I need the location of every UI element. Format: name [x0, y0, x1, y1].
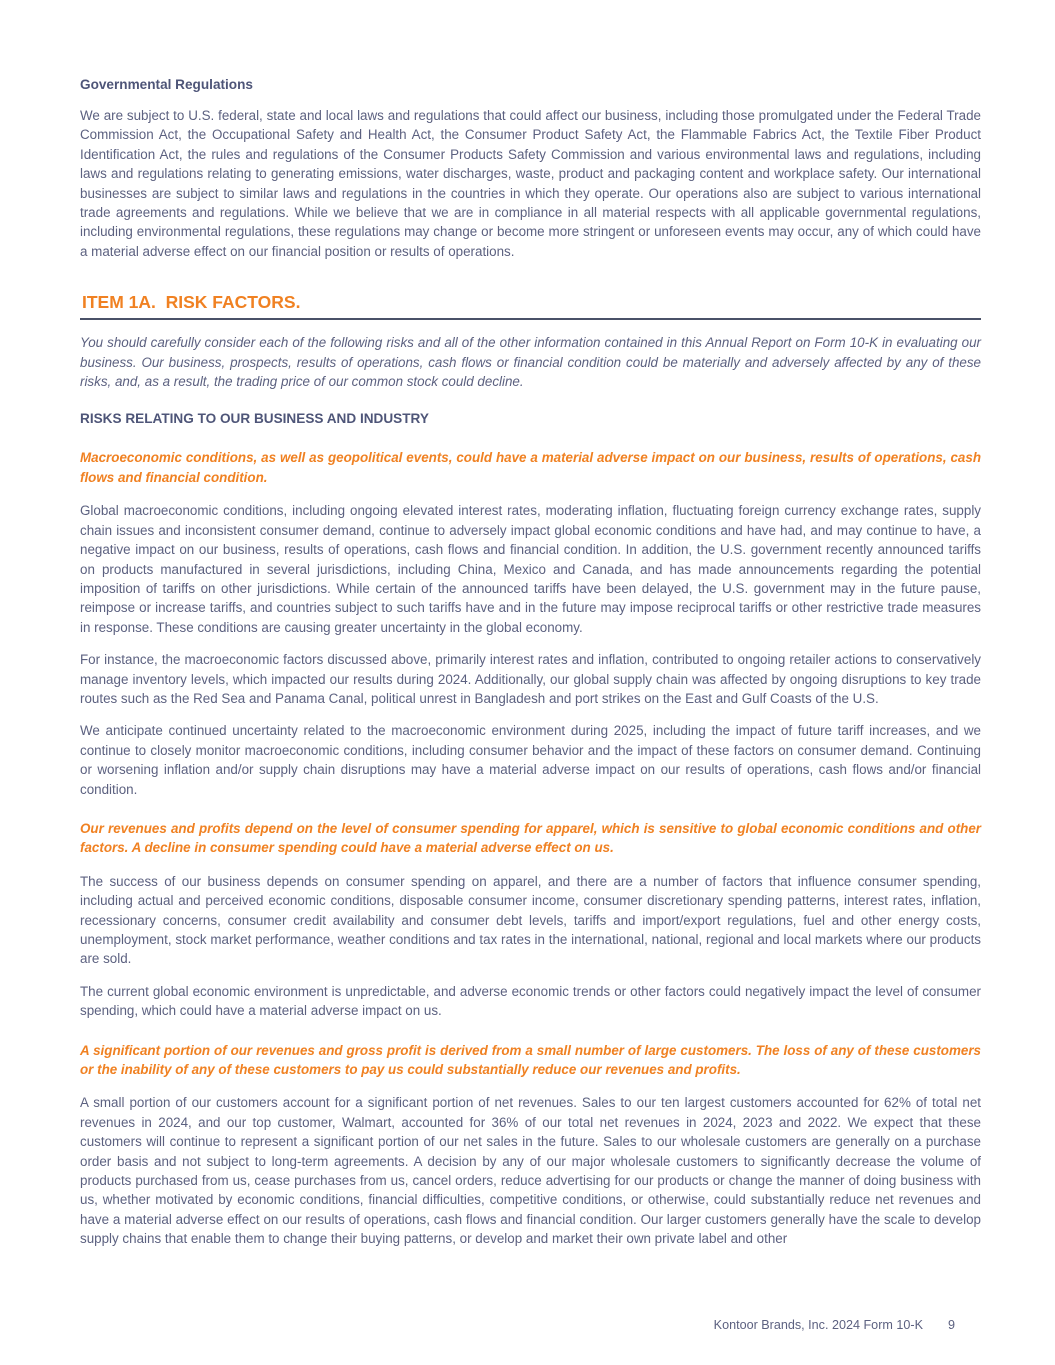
page-footer	[714, 1318, 955, 1332]
risk-factors-intro-paragraph: You should carefully consider each of the following risks and all of the other information contained in this Annual Report on Form 10-K in evaluating our business. Our business, prospects, results of operations, cash flows or financial condition could be materially and adversely affected by any of these risks, and, as a result, the trading price of our common stock could decline.	[80, 335, 981, 390]
macroeconomic-paragraph-1: Global macroeconomic conditions, including ongoing elevated interest rates, moderating inflation, fluctuating foreign currency exchange rates, supply chain issues and inconsistent consumer demand, continue to adversely impact global economic conditions and have had, and may continue to have, a negative impact on our business, results of operations, cash flows and financial condition. In addition, the U.S. government recently announced tariffs on products manufactured in several jurisdictions, including China, Mexico and Canada, and has made announcements regarding the potential imposition of tariffs on other jurisdictions. While certain of the announced tariffs have been delayed, the U.S. government may in the future pause, reimpose or increase tariffs, and countries subject to such tariffs have and in the future may impose reciprocal tariffs or other restrictive trade measures in response. These conditions are causing greater uncertainty in the global economy.	[80, 503, 981, 635]
item-1a-risk-factors-heading: ITEM 1A. RISK FACTORS.	[80, 291, 981, 320]
risk-heading-large-customers: A significant portion of our revenues and gross profit is derived from a small number of large customers. The loss of any of these customers or the inability of any of these customers to pay us could substantially reduce our revenues and profits.	[80, 1042, 981, 1078]
footer-page-number: 9	[947, 1318, 955, 1332]
risk-heading-macroeconomic-conditions: Macroeconomic conditions, as well as geopolitical events, could have a material adverse impact on our business, results of operations, cash flows and financial condition.	[80, 450, 981, 485]
risk-heading-consumer-spending: Our revenues and profits depend on the level of consumer spending for apparel, which is sensitive to global economic conditions and other factors. A decline in consumer spending could have a material adverse effect on us.	[80, 820, 981, 856]
governmental-regulations-paragraph: We are subject to U.S. federal, state and local laws and regulations that could affect our business, including those promulgated under the Federal Trade Commission Act, the Occupational Safety and Health Act, the Consumer Product Safety Act, the Flammable Fabrics Act, the Textile Fiber Product Identification Act, the rules and regulations of the Consumer Products Safety Commission and various environmental laws and regulations, including laws and regulations relating to generating emissions, water discharges, waste, product and packaging content and workplace safety. Our international businesses are subject to similar laws and regulations in the countries in which they operate. Our operations also are subject to various international trade agreements and regulations. While we believe that we are in compliance in all material respects with all applicable governmental regulations, including environmental regulations, these regulations may change or become more stringent or unforeseen events may occur, any of which could have a material adverse effect on our financial position or results of operations.	[80, 108, 981, 259]
large-customers-paragraph: A small portion of our customers account for a significant portion of net revenues. Sales to our ten largest customers accounted for 62% of total net revenues in 2024, and our top customer, Walmart, accounted for 36% of our total net revenues in 2024, 2023 and 2022. We expect that these customers will continue to represent a significant portion of our net sales in the future. Sales to our wholesale customers are generally on a purchase order basis and not subject to long-term agreements. A decision by any of our major wholesale customers to significantly decrease the volume of products purchased from us, cease purchases from us, cancel orders, reduce advertising for our products or change the manner of doing business with us, whether motivated by economic conditions, financial difficulties, competitive conditions, or otherwise, could substantially reduce net revenues and have a material adverse effect on our results of operations, cash flows and financial condition. Our larger customers generally have the scale to develop supply chains that enable them to change their buying patterns, or develop and market their own private label and other	[80, 1095, 981, 1247]
footer-document-title: Kontoor Brands, Inc. 2024 Form 10-K	[713, 1318, 923, 1332]
governmental-regulations-heading: Governmental Regulations	[80, 77, 253, 92]
macroeconomic-paragraph-3: We anticipate continued uncertainty related to the macroeconomic environment during 2025, including the impact of future tariff increases, and we continue to closely monitor macroeconomic conditions, including consumer behavior and the impact of these factors on consumer demand. Continuing or worsening inflation and/or supply chain disruptions may have a material adverse impact on our results of operations, cash flows and/or financial condition.	[80, 723, 981, 797]
page-content	[80, 0, 981, 1262]
risks-relating-section-heading: RISKS RELATING TO OUR BUSINESS AND INDUSTRY	[80, 411, 429, 427]
consumer-spending-paragraph-1: The success of our business depends on consumer spending on apparel, and there are a number of factors that influence consumer spending, including actual and perceived economic conditions, disposable consumer income, consumer discretionary spending patterns, interest rates, inflation, recessionary concerns, consumer credit availability and consumer debt levels, tariffs and import/export regulations, fuel and other energy costs, unemployment, stock market performance, weather conditions and tax rates in the international, national, regional and local markets where our products are sold.	[80, 873, 981, 967]
macroeconomic-paragraph-2: For instance, the macroeconomic factors discussed above, primarily interest rates and inflation, contributed to ongoing retailer actions to conservatively manage inventory levels, which impacted our results during 2024. Additionally, our global supply chain was affected by ongoing disruptions to key trade routes such as the Red Sea and Panama Canal, political unrest in Bangladesh and port strikes on the East and Gulf Coasts of the U.S.	[80, 652, 981, 706]
consumer-spending-paragraph-2: The current global economic environment is unpredictable, and adverse economic trends or other factors could negatively impact the level of consumer spending, which could have a material adverse impact on us.	[80, 983, 981, 1019]
